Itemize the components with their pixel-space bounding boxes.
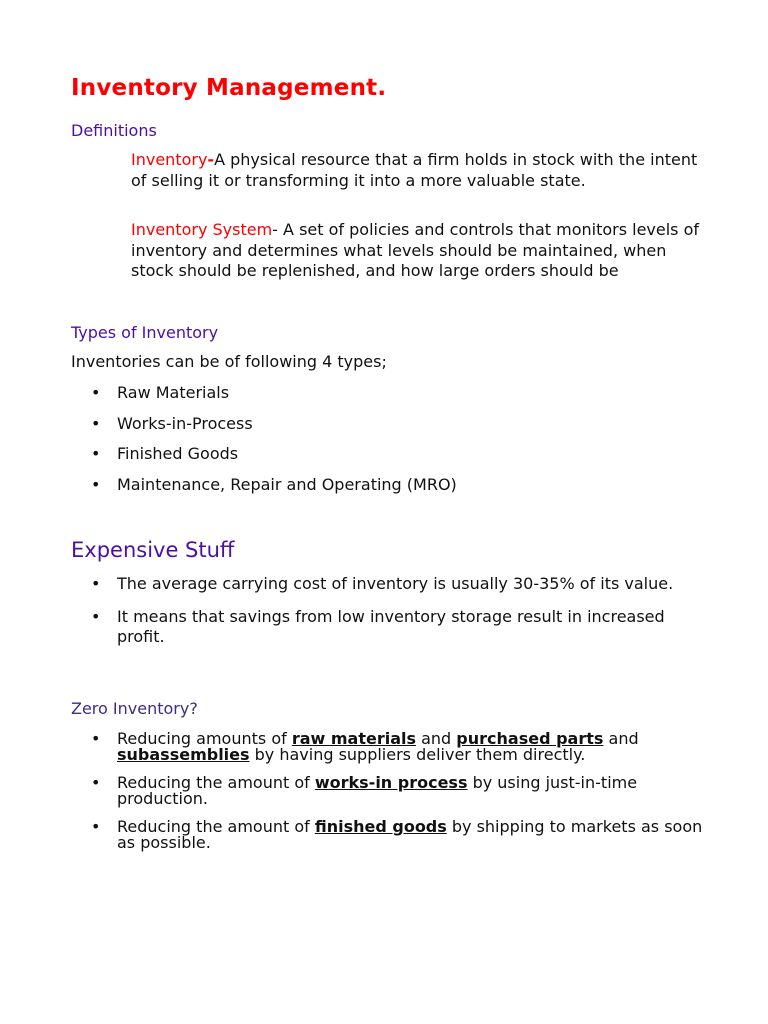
- types-heading: Types of Inventory: [71, 323, 219, 342]
- definition-separator: -: [272, 220, 278, 239]
- list-item-text: by using just-in-time production.: [117, 773, 638, 808]
- list-item-text: Works-in-Process: [117, 413, 253, 433]
- definition-inventory-system: [131, 220, 711, 282]
- definitions-heading: Definitions: [71, 121, 157, 140]
- highlight-subassemblies: subassemblies: [117, 745, 250, 764]
- list-item-text: Reducing the amount of: [117, 817, 315, 836]
- list-item: [71, 574, 711, 595]
- highlight-raw-materials: raw materials: [291, 729, 417, 748]
- zero-inventory-heading: Zero Inventory?: [71, 699, 198, 718]
- definition-text: A set of policies and controls that monitors levels of inventory and determines what levels should be maintained, when stock should be replenished, and how large orders should be: [131, 220, 700, 280]
- list-item: [71, 383, 711, 403]
- expensive-heading: Expensive Stuff: [71, 538, 235, 562]
- list-item: [71, 475, 711, 495]
- list-item-text: Maintenance, Repair and Operating (MRO): [117, 474, 457, 494]
- zero-inventory-list: [71, 731, 711, 863]
- bullet-icon: •: [91, 817, 101, 836]
- list-item-text: by shipping to markets as soon as possible.: [117, 817, 703, 852]
- highlight-purchased-parts: purchased parts: [456, 729, 604, 748]
- list-item: [71, 819, 711, 851]
- definition-inventory: [131, 150, 711, 191]
- list-item-text: and: [603, 729, 639, 748]
- list-item: [71, 414, 711, 434]
- bullet-icon: •: [91, 444, 101, 463]
- list-item: [71, 775, 711, 807]
- list-item: [71, 607, 711, 648]
- definition-separator: -: [207, 150, 215, 169]
- list-item-text: Reducing the amount of: [117, 773, 315, 792]
- list-item-text: Finished Goods: [117, 444, 239, 463]
- types-list: [71, 383, 711, 505]
- highlight-finished-goods: finished goods: [314, 817, 447, 836]
- bullet-icon: •: [91, 574, 101, 593]
- bullet-icon: •: [91, 773, 101, 792]
- bullet-icon: •: [91, 474, 101, 494]
- list-item-text: Reducing amounts of: [117, 729, 292, 748]
- list-item-text: and: [416, 729, 457, 748]
- list-item-text: It means that savings from low inventory storage result in increased profit.: [117, 606, 665, 646]
- highlight-works-in-process: works-in process: [314, 773, 468, 792]
- list-item-text: by having suppliers deliver them directly.: [249, 745, 586, 764]
- bullet-icon: •: [91, 413, 101, 433]
- list-item: [71, 731, 711, 763]
- list-item: [71, 444, 711, 464]
- definition-term: Inventory: [131, 150, 208, 169]
- list-item-text: Raw Materials: [117, 383, 230, 402]
- definition-text: A physical resource that a firm holds in stock with the intent of selling it or transforming it into a more valuable state.: [131, 150, 698, 190]
- bullet-icon: •: [91, 606, 101, 626]
- page-title: Inventory Management.: [71, 75, 387, 101]
- list-item-text: The average carrying cost of inventory is usually 30-35% of its value.: [117, 574, 674, 593]
- bullet-icon: •: [91, 729, 101, 748]
- expensive-list: [71, 574, 711, 660]
- definition-term: Inventory System: [131, 220, 273, 239]
- types-intro: Inventories can be of following 4 types;: [71, 352, 387, 371]
- bullet-icon: •: [91, 383, 101, 402]
